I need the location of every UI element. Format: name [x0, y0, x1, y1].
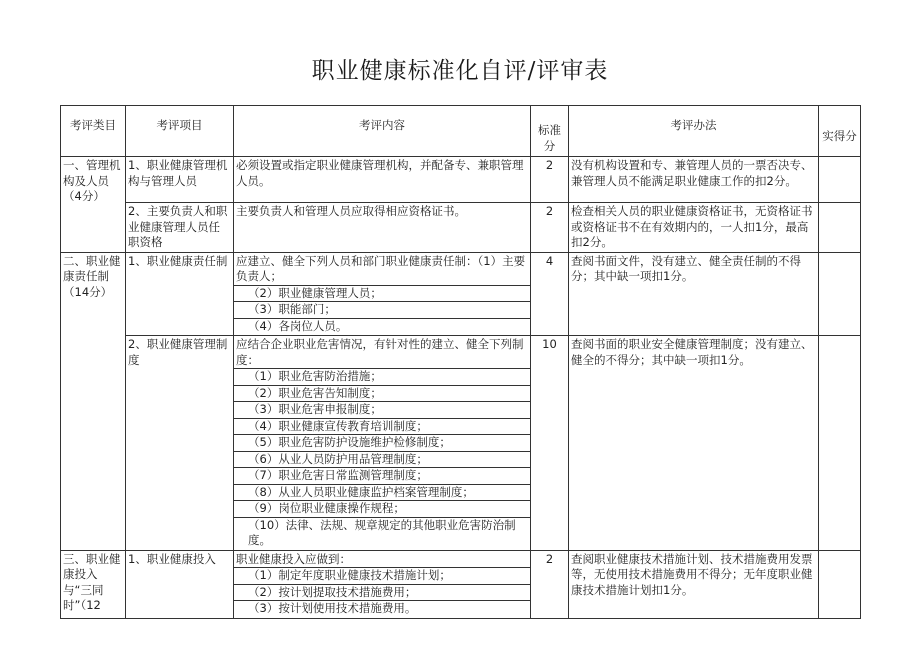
- page-title: 职业健康标准化自评/评审表: [311, 58, 609, 84]
- category-cell: 二、职业健康责任制（14分）: [61, 252, 126, 550]
- method-cell: 没有机构设置和专、兼管理人员的一票否决专、兼管理人员不能满足职业健康工作的扣2分。: [569, 157, 819, 203]
- item-cell: 1、职业健康责任制: [126, 252, 234, 336]
- category-cell: 三、职业健康投入与“三同时”（12: [61, 550, 126, 618]
- content-line: （4）各岗位人员。: [234, 318, 530, 335]
- content-line: （4）职业健康宣传教育培训制度；: [234, 418, 530, 435]
- content-line: 职业健康投入应做到：: [236, 551, 351, 566]
- method-cell: 查阅书面的职业安全健康管理制度；没有建立、健全的不得分；其中缺一项扣1分。: [569, 336, 819, 551]
- content-line: （2）职业危害告知制度；: [234, 385, 530, 402]
- content-line: （3）职能部门；: [234, 301, 530, 318]
- header-method: 考评办法: [569, 106, 819, 157]
- content-cell: [234, 203, 531, 253]
- item-cell: 1、职业健康管理机构与管理人员: [126, 157, 234, 203]
- table-row: [61, 203, 861, 253]
- evaluation-table: [60, 105, 861, 619]
- header-content: 考评内容: [234, 106, 531, 157]
- content-line: 主要负责人和管理人员应取得相应资格证书。: [236, 204, 466, 218]
- standard-score-cell: 2: [531, 157, 569, 203]
- actual-score-cell[interactable]: [819, 550, 861, 618]
- method-cell: 查阅职业健康技术措施计划、技术措施费用发票等，无使用技术措施费用不得分；无年度职业健康技术措施计划扣1分。: [569, 550, 819, 618]
- content-line: （2）职业健康管理人员；: [234, 285, 530, 302]
- header-item: 考评项目: [126, 106, 234, 157]
- actual-score-cell[interactable]: [819, 252, 861, 336]
- table-row: [61, 252, 861, 336]
- standard-score-cell: 4: [531, 252, 569, 336]
- content-cell: [234, 157, 531, 203]
- table-row: [61, 157, 861, 203]
- content-line: （8）从业人员职业健康监护档案管理制度；: [234, 484, 530, 501]
- content-line: （1）职业危害防治措施；: [234, 368, 530, 385]
- content-line: （3）按计划使用技术措施费用。: [234, 600, 530, 617]
- content-line: （10）法律、法规、规章规定的其他职业危害防治制度。: [234, 517, 530, 549]
- actual-score-cell[interactable]: [819, 157, 861, 203]
- content-line: （1）制定年度职业健康技术措施计划；: [234, 567, 530, 584]
- header-actual-score: 实得分: [819, 106, 861, 157]
- standard-score-cell: 10: [531, 336, 569, 551]
- content-cell: [234, 550, 531, 618]
- header-standard-score: 标准分: [531, 106, 569, 157]
- actual-score-cell[interactable]: [819, 203, 861, 253]
- content-line: 应结合企业职业危害情况，有针对性的建立、健全下列制度：: [236, 337, 524, 367]
- item-cell: 2、职业健康管理制度: [126, 336, 234, 551]
- item-cell: 1、职业健康投入: [126, 550, 234, 618]
- content-line: （7）职业危害日常监测管理制度；: [234, 467, 530, 484]
- header-category: 考评类目: [61, 106, 126, 157]
- category-cell: 一、管理机构及人员（4分）: [61, 157, 126, 253]
- standard-score-cell: 2: [531, 550, 569, 618]
- actual-score-cell[interactable]: [819, 336, 861, 551]
- content-line: 必须设置或指定职业健康管理机构，并配备专、兼职管理人员。: [236, 158, 524, 188]
- content-cell: [234, 252, 531, 336]
- content-line: （5）职业危害防护设施维护检修制度；: [234, 434, 530, 451]
- standard-score-cell: 2: [531, 203, 569, 253]
- content-line: （6）从业人员防护用品管理制度；: [234, 451, 530, 468]
- header-row: [61, 106, 861, 157]
- item-cell: 2、主要负责人和职业健康管理人员任职资格: [126, 203, 234, 253]
- content-line: （3）职业危害申报制度；: [234, 401, 530, 418]
- table-row: [61, 336, 861, 551]
- content-line: （2）按计划提取技术措施费用；: [234, 584, 530, 601]
- table-row: [61, 550, 861, 618]
- content-line: （9）岗位职业健康操作规程；: [234, 500, 530, 517]
- method-cell: 检查相关人员的职业健康资格证书，无资格证书或资格证书不在有效期内的，一人扣1分，最高扣2分。: [569, 203, 819, 253]
- method-cell: 查阅书面文件，没有建立、健全责任制的不得分；其中缺一项扣1分。: [569, 252, 819, 336]
- content-line: 应建立、健全下列人员和部门职业健康责任制：（1）主要负责人；: [236, 253, 526, 283]
- content-cell: [234, 336, 531, 551]
